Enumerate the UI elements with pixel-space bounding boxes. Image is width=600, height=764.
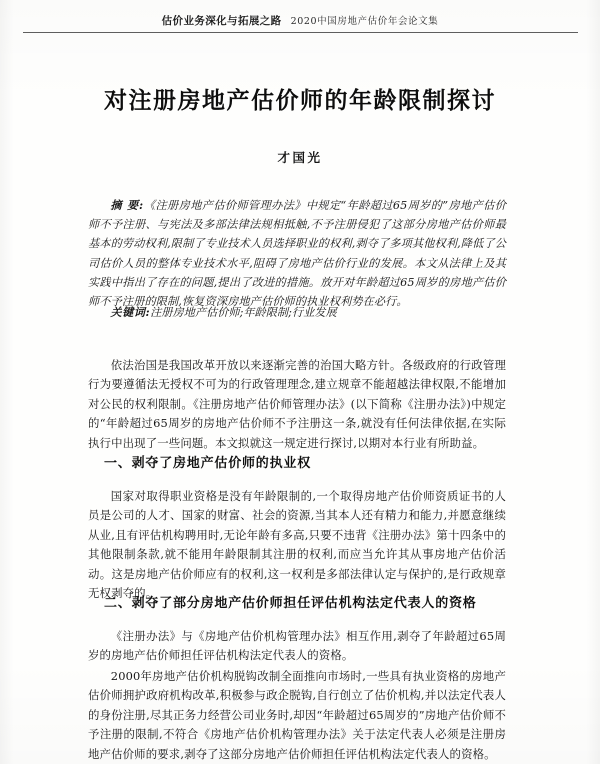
keywords-label: 关键词:	[110, 305, 151, 319]
keywords-paragraph	[88, 303, 506, 322]
abstract-block	[88, 196, 506, 311]
introduction-paragraph: 依法治国是我国改革开放以来逐渐完善的治国大略方针。各级政府的行政管理行为要遵循法无授权不可为的行政管理理念,建立规章不能超越法律权限,不能增加对公民的权利限制。《注册房地产估价师管理办法》(以下简称《注册办法》)中规定的“年龄超过65周岁的房地产估价师不予注册这一条,就没有任何法律依据,在实际执行中出现了一些问题。本文拟就这一规定进行探讨,以期对本行业有所助益。	[88, 358, 506, 450]
running-header	[0, 11, 600, 27]
keywords-block	[88, 303, 506, 322]
abstract-label: 摘 要:	[110, 198, 144, 212]
section-heading-2: 二、剥夺了部分房地产估价师担任评估机构法定代表人的资格	[104, 596, 477, 611]
section-2-body-1	[88, 627, 506, 666]
introduction-block	[88, 356, 506, 453]
page-title: 对注册房地产估价师的年龄限制探讨	[104, 88, 496, 114]
author-name: 才国光	[277, 150, 323, 165]
section-1-body	[88, 487, 506, 603]
section-2-paragraph-2: 2000年房地产估价机构脱钩改制全面推向市场时,一些具有执业资格的房地产估价师拥护政府机构改革,积极参与政企脱钩,自行创立了估价机构,并以法定代表人的身份注册,尽其正务力经营公司业务时,却因“年龄超过65周岁的”房地产估价师不予注册的限制,不符合《房地产估价机构管理办法》关于法定代表人必须是注册房地产估价师的要求,剥夺了这部分房地产估价师担任评估机构法定代表人的资格。	[88, 669, 506, 761]
keywords-text: 注册房地产估价师;年龄限制;行业发展	[150, 306, 337, 319]
abstract-text: 《注册房地产估价师管理办法》中规定“年龄超过65周岁的”房地产估价师不予注册、与宪法及多部法律法规相抵触,不予注册侵犯了这部分房地产估价师最基本的劳动权利,限制了专业技术人员选择职业的权利,剥夺了多项其他权利,降低了公司估价人员的整体专业技术水平,阻碍了房地产估价行业的发展。本文从法律上及其实践中指出了存在的问题,提出了改进的措施。放开对年龄超过65周岁的房地产估价师不予注册的限制,恢复资深房地产估价师的执业权利势在必行。	[88, 199, 506, 309]
section-1-paragraph-1: 国家对取得职业资格是没有年龄限制的,一个取得房地产估价师资质证书的人员是公司的人才、国家的财富、社会的资源,当其本人还有精力和能力,并愿意继续从业,且有评估机构聘用时,无论年龄有多高,只要不违背《注册办法》第十四条中的其他限制条款,就不能用年龄限制其注册的权利,而应当允许其从事房地产估价活动。这是房地产估价师应有的权利,这一权利是多部法律认定与保护的,是行政规章无权剥夺的。	[88, 489, 506, 601]
running-header-subtitle: 2020中国房地产估价年会论文集	[290, 16, 439, 27]
running-header-title: 估价业务深化与拓展之路	[161, 15, 282, 27]
header-divider-rule	[23, 32, 578, 33]
section-heading-1: 一、剥夺了房地产估价师的执业权	[104, 456, 312, 471]
section-2-body-2	[88, 667, 506, 764]
abstract-paragraph	[88, 196, 506, 311]
section-2-paragraph-1: 《注册办法》与《房地产估价机构管理办法》相互作用,剥夺了年龄超过65周岁的房地产估价师担任评估机构法定代表人的资格。	[88, 629, 506, 663]
